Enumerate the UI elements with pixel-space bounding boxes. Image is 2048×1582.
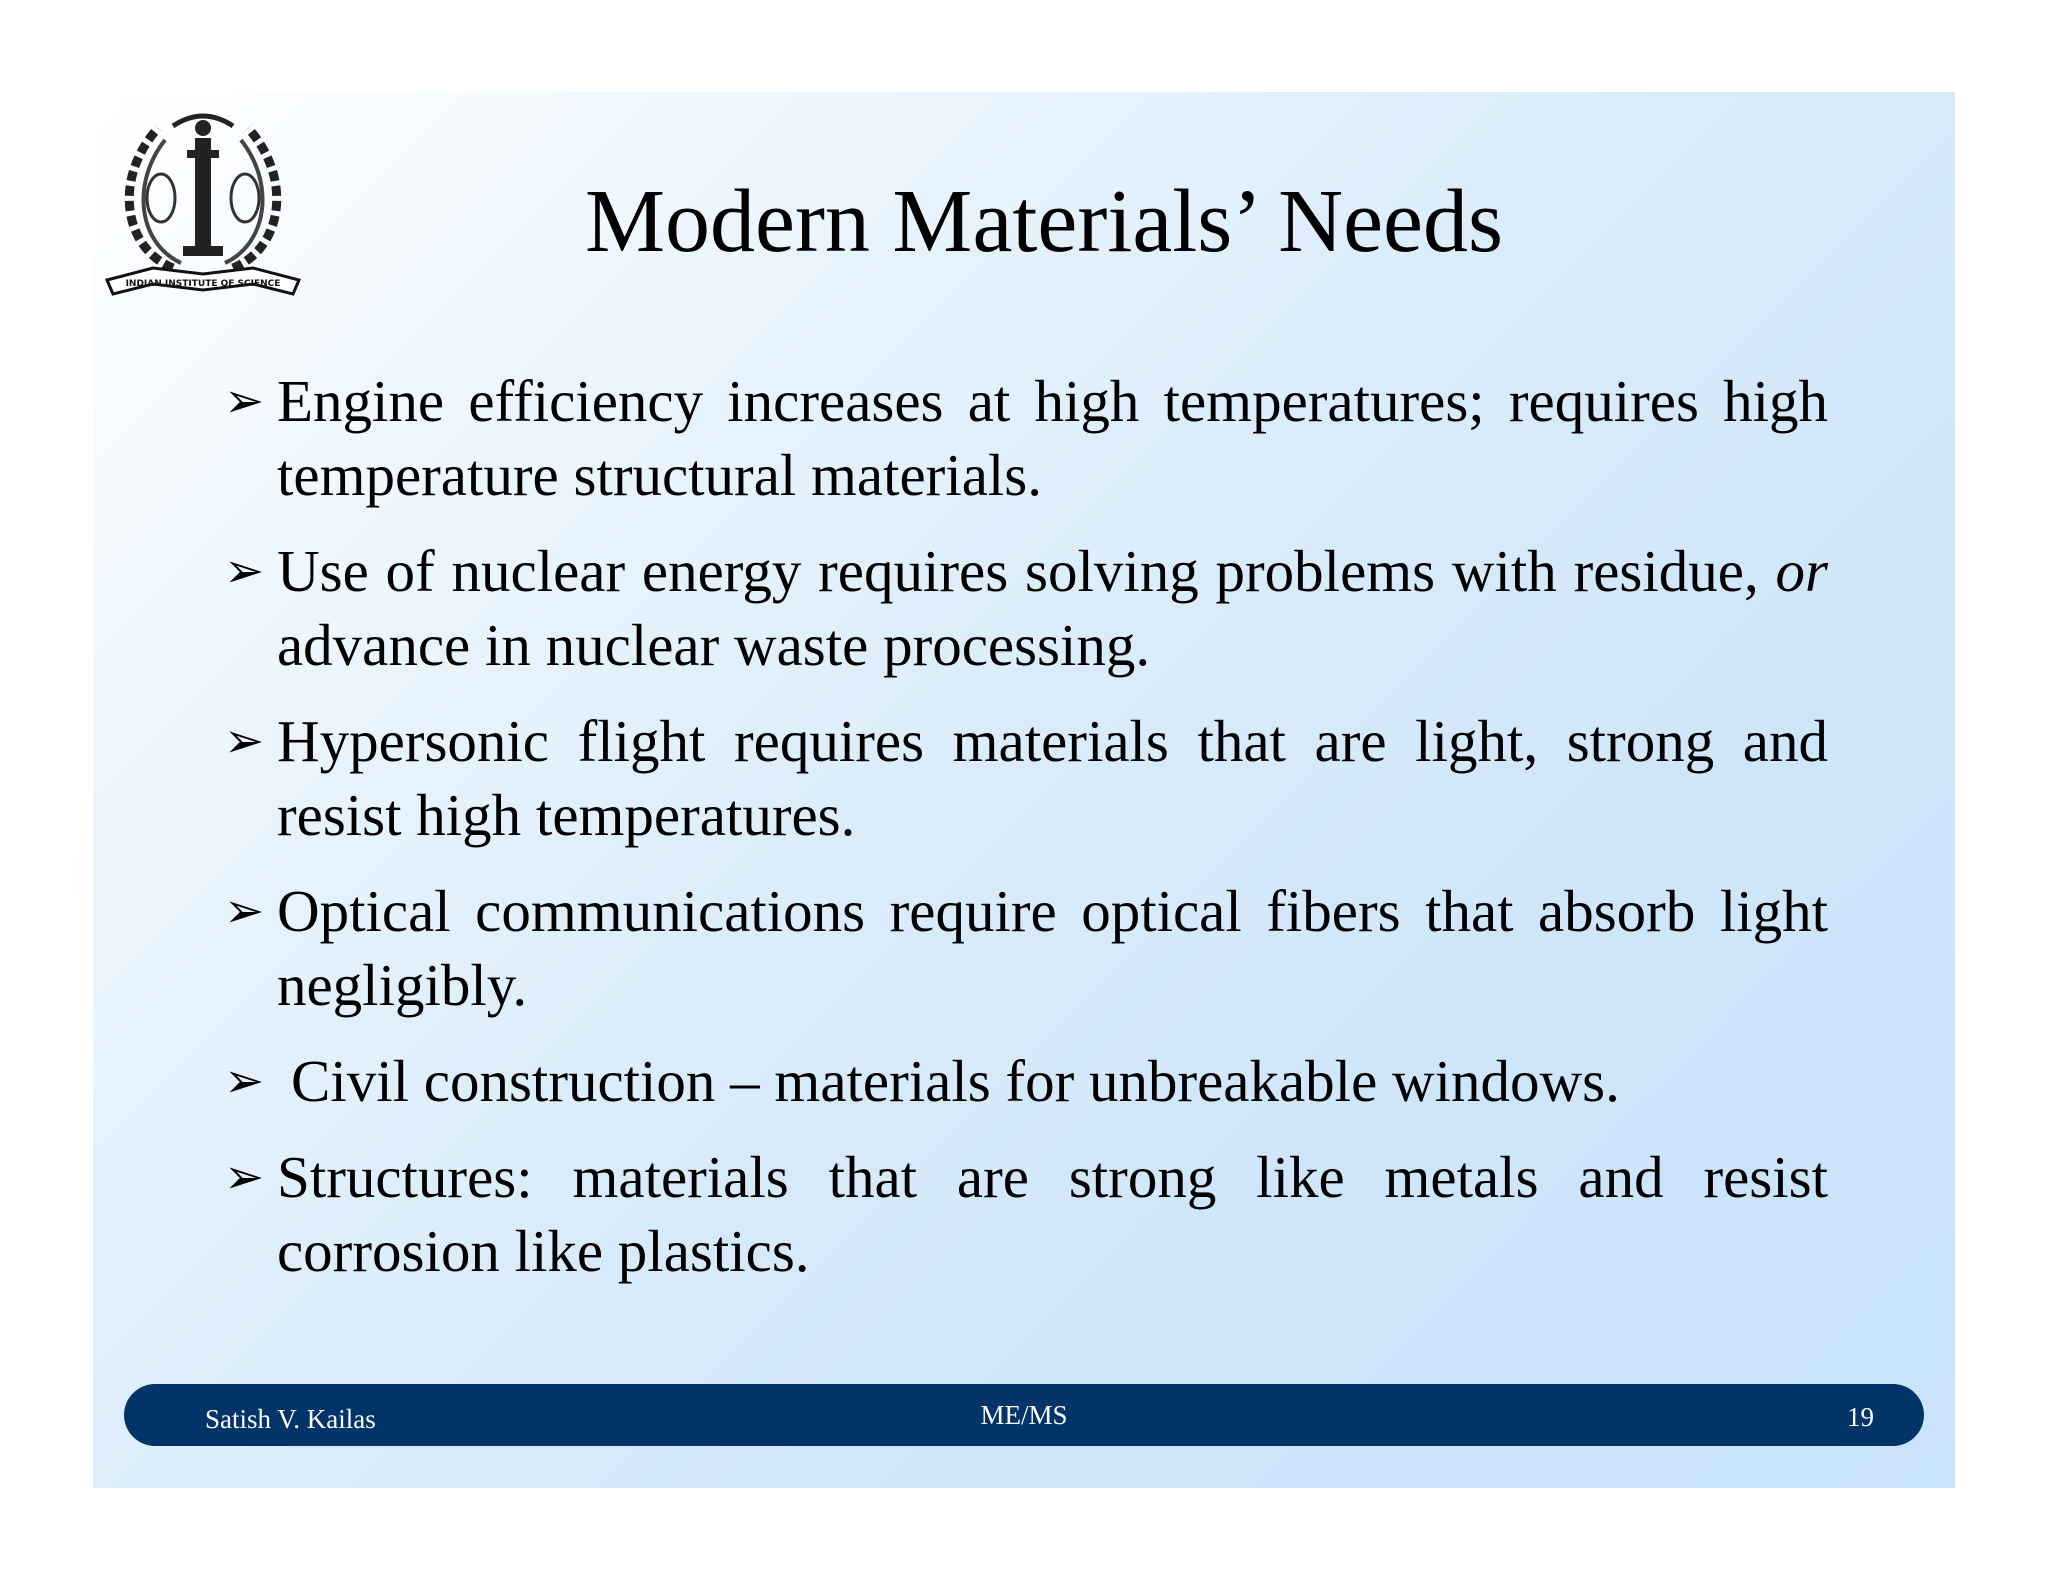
bullet-item-engine bbox=[224, 364, 1828, 512]
bullet-text: Civil construction – materials for unbreakable windows. bbox=[291, 1048, 1620, 1114]
slide-title bbox=[93, 167, 1955, 277]
bullet-text: Optical communications require optical fibers that absorb light negligibly. bbox=[277, 878, 1828, 1018]
bullet-text: Structures: materials that are strong like metals and resist corrosion like plastics. bbox=[277, 1144, 1828, 1284]
bullet-arrow-icon: ➢ bbox=[224, 373, 265, 429]
page-number: 19 bbox=[1847, 1402, 1874, 1432]
logo-ribbon-text: INDIAN INSTITUTE OF SCIENCE bbox=[125, 279, 281, 289]
bullet-item-optical bbox=[224, 874, 1828, 1022]
bullet-arrow-icon: ➢ bbox=[224, 883, 265, 939]
emphasis-text: or bbox=[1775, 538, 1828, 604]
footer-author: Satish V. Kailas bbox=[205, 1404, 376, 1434]
bullet-item-hypersonic bbox=[224, 704, 1828, 852]
bullet-list bbox=[224, 364, 1828, 1310]
bullet-arrow-icon: ➢ bbox=[224, 713, 265, 769]
footer-bar bbox=[124, 1384, 1924, 1446]
bullet-item-structures bbox=[224, 1140, 1828, 1288]
bullet-text: Hypersonic flight requires materials that are light, strong and resist high temperatures. bbox=[277, 708, 1828, 848]
bullet-arrow-icon: ➢ bbox=[224, 543, 265, 599]
footer-course: ME/MS bbox=[980, 1400, 1068, 1430]
bullet-arrow-icon: ➢ bbox=[224, 1053, 265, 1109]
bullet-text: Engine efficiency increases at high temperatures; requires high temperature structural materials. bbox=[277, 368, 1828, 508]
slide bbox=[93, 92, 1955, 1488]
bullet-item-nuclear bbox=[224, 534, 1828, 682]
bullet-arrow-icon: ➢ bbox=[224, 1149, 265, 1205]
bullet-text: Use of nuclear energy requires solving problems with residue, or advance in nuclear waste processing. bbox=[277, 538, 1828, 678]
slide-title-text: Modern Materials’ Needs bbox=[584, 172, 1504, 271]
bullet-item-civil bbox=[224, 1044, 1828, 1118]
